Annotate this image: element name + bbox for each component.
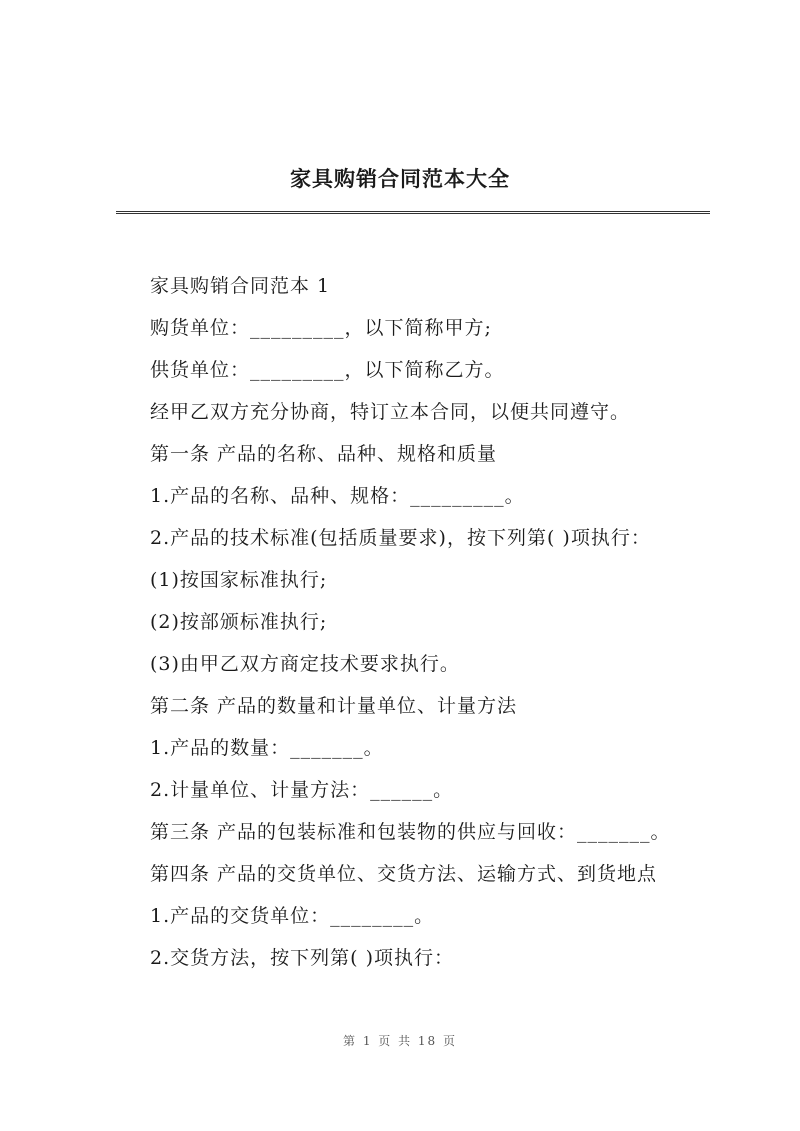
text-line: 第一条 产品的名称、品种、规格和质量 <box>150 443 498 465</box>
page-footer: 第 1 页 共 18 页 <box>343 1034 457 1048</box>
text-line: 2.计量单位、计量方法：______。 <box>150 779 454 801</box>
text-line: 供货单位：_________，以下简称乙方。 <box>150 359 505 381</box>
text-line: (2)按部颁标准执行; <box>150 611 328 633</box>
text-line: 家具购销合同范本 1 <box>150 275 331 297</box>
text-line: 1.产品的数量：_______。 <box>150 737 384 759</box>
text-line: (3)由甲乙双方商定技术要求执行。 <box>150 653 460 675</box>
text-line: 第二条 产品的数量和计量单位、计量方法 <box>150 695 518 717</box>
text-line: 2.产品的技术标准(包括质量要求)，按下列第( )项执行： <box>150 527 651 549</box>
text-line: 2.交货方法，按下列第( )项执行： <box>150 947 454 969</box>
text-line: 1.产品的交货单位：________。 <box>150 905 435 927</box>
page-title: 家具购销合同范本大全 <box>290 166 510 191</box>
title-divider <box>116 211 710 214</box>
text-line: 第四条 产品的交货单位、交货方法、运输方式、到货地点 <box>150 863 658 885</box>
document-body <box>150 268 710 982</box>
text-line: 购货单位：_________，以下简称甲方; <box>150 317 492 339</box>
text-line: 第三条 产品的包装标准和包装物的供应与回收：_______。 <box>150 821 671 843</box>
text-line: (1)按国家标准执行; <box>150 569 328 591</box>
text-line: 经甲乙双方充分协商，特订立本合同，以便共同遵守。 <box>150 401 631 423</box>
text-line: 1.产品的名称、品种、规格：_________。 <box>150 485 525 507</box>
